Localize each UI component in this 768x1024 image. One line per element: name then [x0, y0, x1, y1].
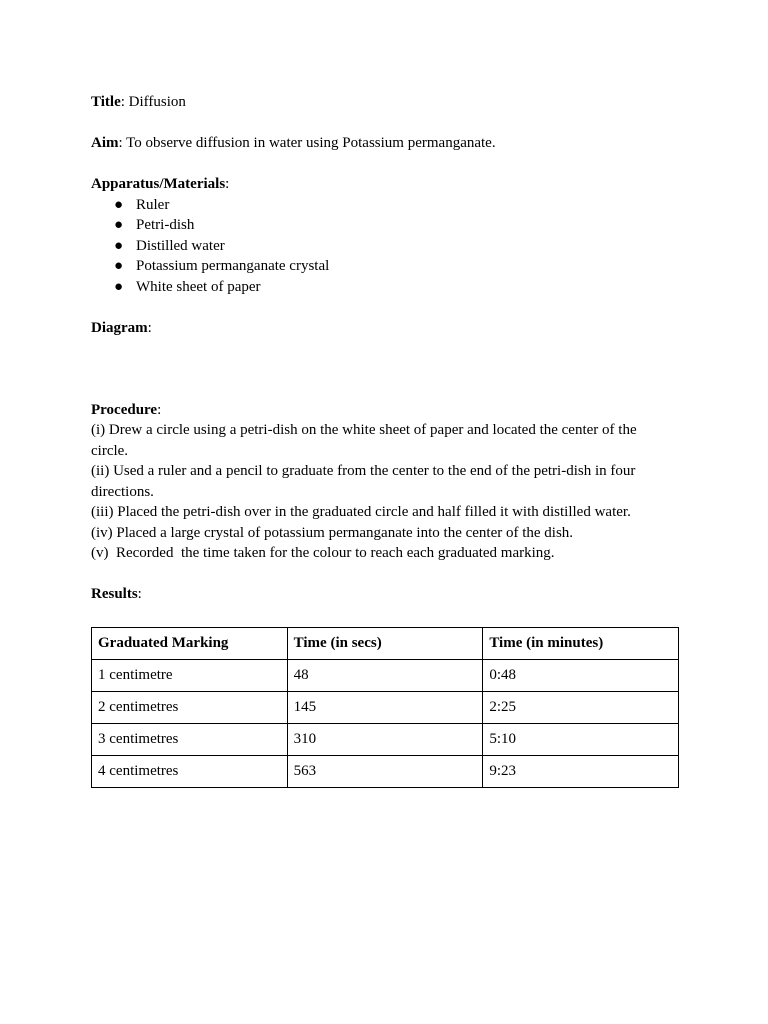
table-cell: 4 centimetres [92, 755, 288, 787]
column-header: Graduated Marking [92, 627, 288, 659]
bullet-icon: ● [114, 217, 124, 233]
diagram-label: Diagram [91, 319, 148, 336]
procedure-line: (ii) Used a ruler and a pencil to graduate from the center to the end of the petri-dish in four [91, 463, 636, 479]
table-cell: 310 [287, 723, 483, 755]
apparatus-separator: : [225, 176, 230, 192]
bullet-icon: ● [114, 258, 124, 274]
procedure-separator: : [157, 401, 162, 418]
bullet-icon: ● [114, 196, 124, 213]
results-label: Results [91, 586, 138, 602]
spacer [91, 379, 681, 400]
procedure-line: (i) Drew a circle using a petri-dish on the white sheet of paper and located the center of the [91, 422, 637, 438]
table-row [92, 659, 679, 691]
title-value: Diffusion [124, 94, 186, 110]
apparatus-heading [91, 174, 681, 195]
procedure-line: directions. [91, 483, 154, 500]
list-item-text: Petri-dish [136, 217, 195, 233]
aim-label: Aim [91, 135, 119, 151]
title-line [91, 92, 681, 113]
diagram-heading [91, 318, 681, 339]
list-item [91, 236, 681, 257]
column-header: Time (in minutes) [483, 627, 679, 659]
list-item-text: Ruler [136, 196, 170, 213]
list-item-text: Distilled water [136, 237, 225, 254]
diagram-separator: : [147, 319, 152, 336]
table-cell: 5:10 [483, 723, 679, 755]
aim-line [91, 133, 681, 154]
bullet-icon: ● [114, 237, 124, 254]
results-table [91, 627, 679, 788]
table-header-row [92, 627, 679, 659]
table-cell: 1 centimetre [92, 659, 288, 691]
results-heading [91, 584, 681, 605]
document-body [91, 92, 681, 788]
table-cell: 0:48 [483, 659, 679, 691]
bullet-icon: ● [114, 278, 124, 295]
list-item-text: White sheet of paper [136, 278, 261, 295]
aim-value: To observe diffusion in water using Potassium permanganate. [122, 135, 496, 151]
diagram-area [91, 338, 681, 379]
list-item [91, 277, 681, 298]
title-separator: : [120, 94, 125, 110]
procedure-line: circle. [91, 442, 129, 459]
table-cell: 48 [287, 659, 483, 691]
list-item-text: Potassium permanganate crystal [136, 258, 330, 274]
apparatus-label: Apparatus/Materials [91, 176, 226, 192]
spacer [91, 154, 681, 175]
apparatus-list [91, 195, 681, 298]
results-separator: : [137, 586, 142, 602]
procedure-line: (iii) Placed the petri-dish over in the graduated circle and half filled it with distilled water. [91, 504, 631, 520]
list-item [91, 256, 681, 277]
procedure-line: (v) Recorded the time taken for the colour to reach each graduated marking. [91, 545, 555, 561]
table-cell: 9:23 [483, 755, 679, 787]
procedure-heading [91, 400, 681, 421]
column-header: Time (in secs) [287, 627, 483, 659]
spacer [91, 113, 681, 134]
procedure-label: Procedure [91, 401, 158, 418]
table-row [92, 723, 679, 755]
table-cell: 2 centimetres [92, 691, 288, 723]
table-row [92, 755, 679, 787]
table-cell: 563 [287, 755, 483, 787]
procedure-line: (iv) Placed a large crystal of potassium permanganate into the center of the dish. [91, 524, 574, 541]
title-label: Title [91, 94, 121, 110]
table-cell: 3 centimetres [92, 723, 288, 755]
table-cell: 2:25 [483, 691, 679, 723]
table-row [92, 691, 679, 723]
list-item [91, 215, 681, 236]
spacer [91, 564, 681, 585]
aim-separator: : [118, 135, 123, 151]
list-item [91, 195, 681, 216]
table-cell: 145 [287, 691, 483, 723]
spacer [91, 297, 681, 318]
